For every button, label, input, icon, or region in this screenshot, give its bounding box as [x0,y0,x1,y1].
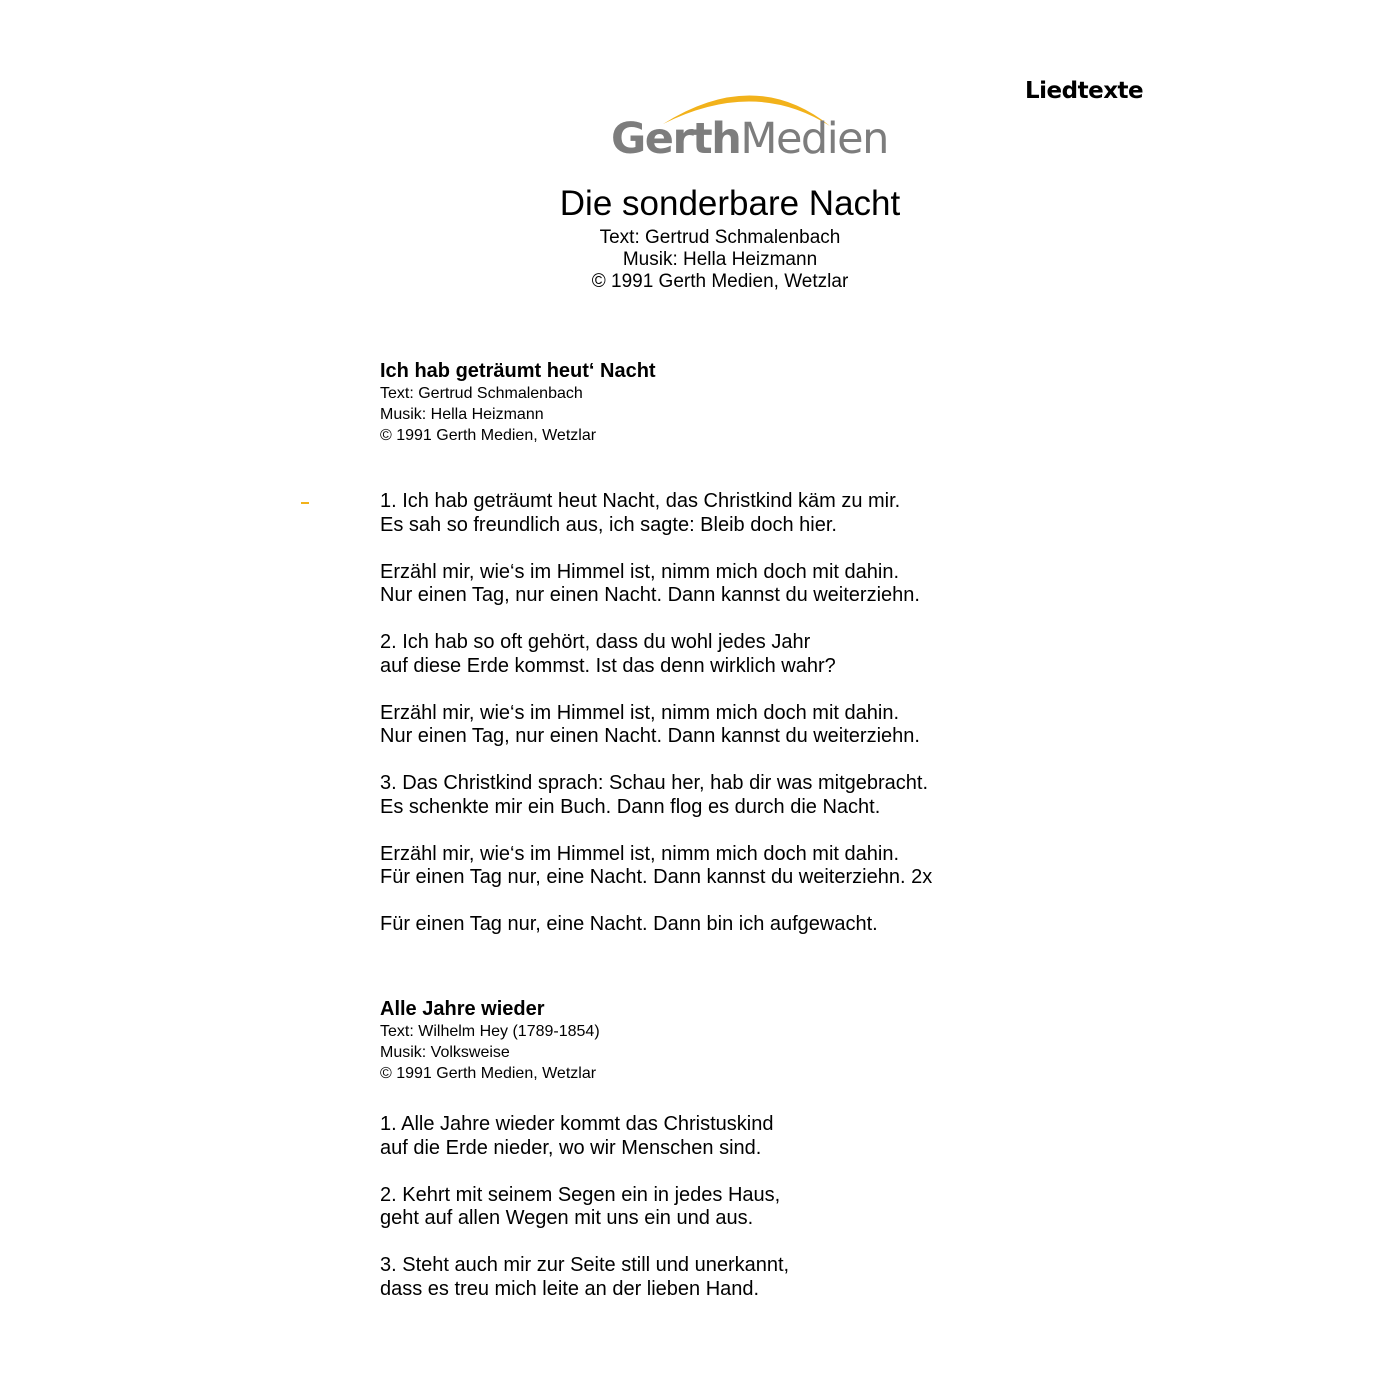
lyric-line: Für einen Tag nur, eine Nacht. Dann kannst du weiterziehn. 2x [380,866,933,888]
stanza [380,913,1080,937]
lyric-line: Es schenkte mir ein Buch. Dann flog es durch die Nacht. [380,795,881,818]
lyric-line: Für einen Tag nur, eine Nacht. Dann bin ich aufgewacht. [380,913,878,935]
lyric-line: Es sah so freundlich aus, ich sagte: Bleib doch hier. [380,513,837,536]
stanza [380,631,1080,678]
song-text-credit: Text: Gertrud Schmalenbach [380,385,583,402]
lyric-line: Erzähl mir, wie‘s im Himmel ist, nimm mich doch mit dahin. [380,701,899,724]
stanza [380,1254,1080,1301]
lyric-line: 1. Alle Jahre wieder kommt das Christuskind [380,1113,774,1135]
song-music-credit: Musik: Volksweise [380,1044,510,1061]
lyric-line: 3. Das Christkind sprach: Schau her, hab dir was mitgebracht. [380,772,929,794]
song-block [380,997,1080,1325]
song-lyrics [380,1113,1080,1301]
lyric-line: auf diese Erde kommst. Ist das denn wirklich wahr? [380,654,836,677]
lyric-line: 3. Steht auch mir zur Seite still und unerkannt, [380,1254,790,1276]
stanza [380,490,1080,537]
song-block [380,359,1080,960]
song-title: Alle Jahre wieder [380,998,545,1020]
header-copyright: © 1991 Gerth Medien, Wetzlar [591,271,849,292]
stanza [380,561,1080,608]
gerth-medien-logo [605,84,888,164]
logo-text-medien: Medien [740,114,888,164]
lyric-line: geht auf allen Wegen mit uns ein und aus. [380,1207,754,1229]
lyric-line: 2. Ich hab so oft gehört, dass du wohl jedes Jahr [380,631,811,653]
header-music-credit: Musik: Hella Heizmann [622,249,818,270]
lyric-line: Erzähl mir, wie‘s im Himmel ist, nimm mich doch mit dahin. [380,842,899,865]
song-copyright: © 1991 Gerth Medien, Wetzlar [380,427,597,444]
page-title: Die sonderbare Nacht [559,184,901,223]
stanza [380,702,1080,749]
stanza [380,1113,1080,1160]
stanza [380,843,1080,890]
song-lyrics [380,490,1080,937]
logo-wordmark [611,114,888,164]
stanza [380,772,1080,819]
header-credits [420,227,1020,293]
song-music-credit: Musik: Hella Heizmann [380,406,544,423]
logo-text-gerth: Gerth [611,114,741,164]
lyric-line: Nur einen Tag, nur einen Nacht. Dann kannst du weiterziehn. [380,584,920,606]
stanza [380,1184,1080,1231]
margin-marker [301,502,309,504]
song-title: Ich hab geträumt heut‘ Nacht [380,360,656,382]
song-copyright: © 1991 Gerth Medien, Wetzlar [380,1065,597,1082]
header-text-credit: Text: Gertrud Schmalenbach [599,227,841,248]
lyric-line: 1. Ich hab geträumt heut Nacht, das Christkind käm zu mir. [380,490,901,512]
lyric-line: Nur einen Tag, nur einen Nacht. Dann kannst du weiterziehn. [380,725,920,747]
song-text-credit: Text: Wilhelm Hey (1789-1854) [380,1023,600,1040]
document-label: Liedtexte [1025,78,1144,104]
lyric-line: Erzähl mir, wie‘s im Himmel ist, nimm mich doch mit dahin. [380,560,899,583]
lyric-line: dass es treu mich leite an der lieben Hand. [380,1277,760,1300]
lyric-line: auf die Erde nieder, wo wir Menschen sind. [380,1136,762,1159]
lyric-line: 2. Kehrt mit seinem Segen ein in jedes Haus, [380,1183,781,1206]
